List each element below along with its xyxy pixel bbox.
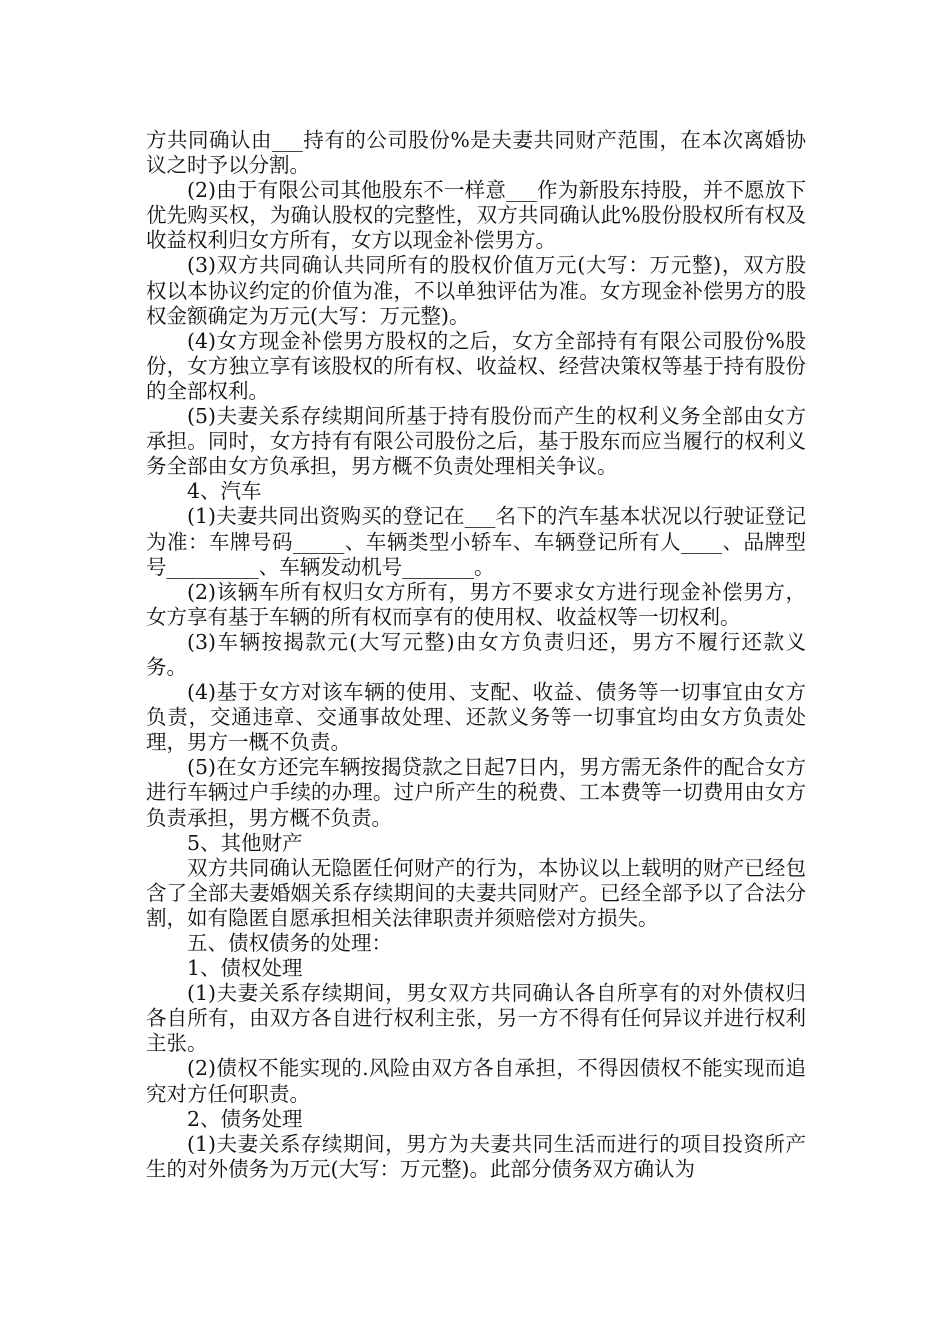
paragraph-equity-5: (5)夫妻关系存续期间所基于持有股份而产生的权利义务全部由女方承担。同时，女方持有有限公司股份之后，基于股东而应当履行的权利义务全部由女方负承担，男方概不负责处理相关争议。 <box>146 404 806 479</box>
document-body <box>146 128 806 1182</box>
paragraph-equity-2: (2)由于有限公司其他股东不一样意___作为新股东持股，并不愿放下优先购买权，为确认股权的完整性，双方共同确认此%股份股权所有权及收益权利归女方所有，女方以现金补偿男方。 <box>146 178 806 253</box>
paragraph-car-1: (1)夫妻共同出资购买的登记在___名下的汽车基本状况以行驶证登记为准：车牌号码_____、车辆类型小轿车、车辆登记所有人____、品牌型号_________、车辆发动机号_______。 <box>146 504 806 579</box>
paragraph-debt-1: (1)夫妻关系存续期间，男方为夫妻共同生活而进行的项目投资所产生的对外债务为万元(大写：万元整)。此部分债务双方确认为 <box>146 1131 806 1181</box>
paragraph-other-property: 双方共同确认无隐匿任何财产的行为，本协议以上载明的财产已经包含了全部夫妻婚姻关系存续期间的夫妻共同财产。已经全部予以了合法分割，如有隐匿自愿承担相关法律职责并须赔偿对方损失。 <box>146 855 806 930</box>
heading-other-property: 5、其他财产 <box>187 830 303 855</box>
paragraph-equity-3: (3)双方共同确认共同所有的股权价值万元(大写：万元整)，双方股权以本协议约定的价值为准，不以单独评估为准。女方现金补偿男方的股权金额确定为万元(大写：万元整)。 <box>146 253 806 328</box>
paragraph-car-4: (4)基于女方对该车辆的使用、支配、收益、债务等一切事宜由女方负责，交通违章、交通事故处理、还款义务等一切事宜均由女方负责处理，男方一概不负责。 <box>146 680 806 755</box>
heading-credit: 1、债权处理 <box>187 956 303 981</box>
paragraph-credit-1: (1)夫妻关系存续期间，男女双方共同确认各自所享有的对外债权归各自所有，由双方各自进行权利主张，另一方不得有任何异议并进行权利主张。 <box>146 981 806 1056</box>
paragraph-credit-2: (2)债权不能实现的.风险由双方各自承担，不得因债权不能实现而追究对方任何职责。 <box>146 1056 806 1106</box>
heading-debt-handling: 五、债权债务的处理： <box>187 931 392 955</box>
paragraph-car-5: (5)在女方还完车辆按揭贷款之日起7日内，男方需无条件的配合女方进行车辆过户手续的办理。过户所产生的税费、工本费等一切费用由女方负责承担，男方概不负责。 <box>146 755 806 830</box>
heading-car: 4、汽车 <box>187 479 262 504</box>
paragraph-equity-share: 方共同确认由___持有的公司股份%是夫妻共同财产范围，在本次离婚协议之时予以分割。 <box>146 128 806 178</box>
paragraph-car-3: (3)车辆按揭款元(大写元整)由女方负责归还，男方不履行还款义务。 <box>146 629 806 679</box>
paragraph-equity-4: (4)女方现金补偿男方股权的之后，女方全部持有有限公司股份%股份，女方独立享有该股权的所有权、收益权、经营决策权等基于持有股份的全部权利。 <box>146 328 806 403</box>
heading-debt: 2、债务处理 <box>187 1106 303 1131</box>
paragraph-car-2: (2)该辆车所有权归女方所有，男方不要求女方进行现金补偿男方，女方享有基于车辆的所有权而享有的使用权、收益权等一切权利。 <box>146 579 806 629</box>
